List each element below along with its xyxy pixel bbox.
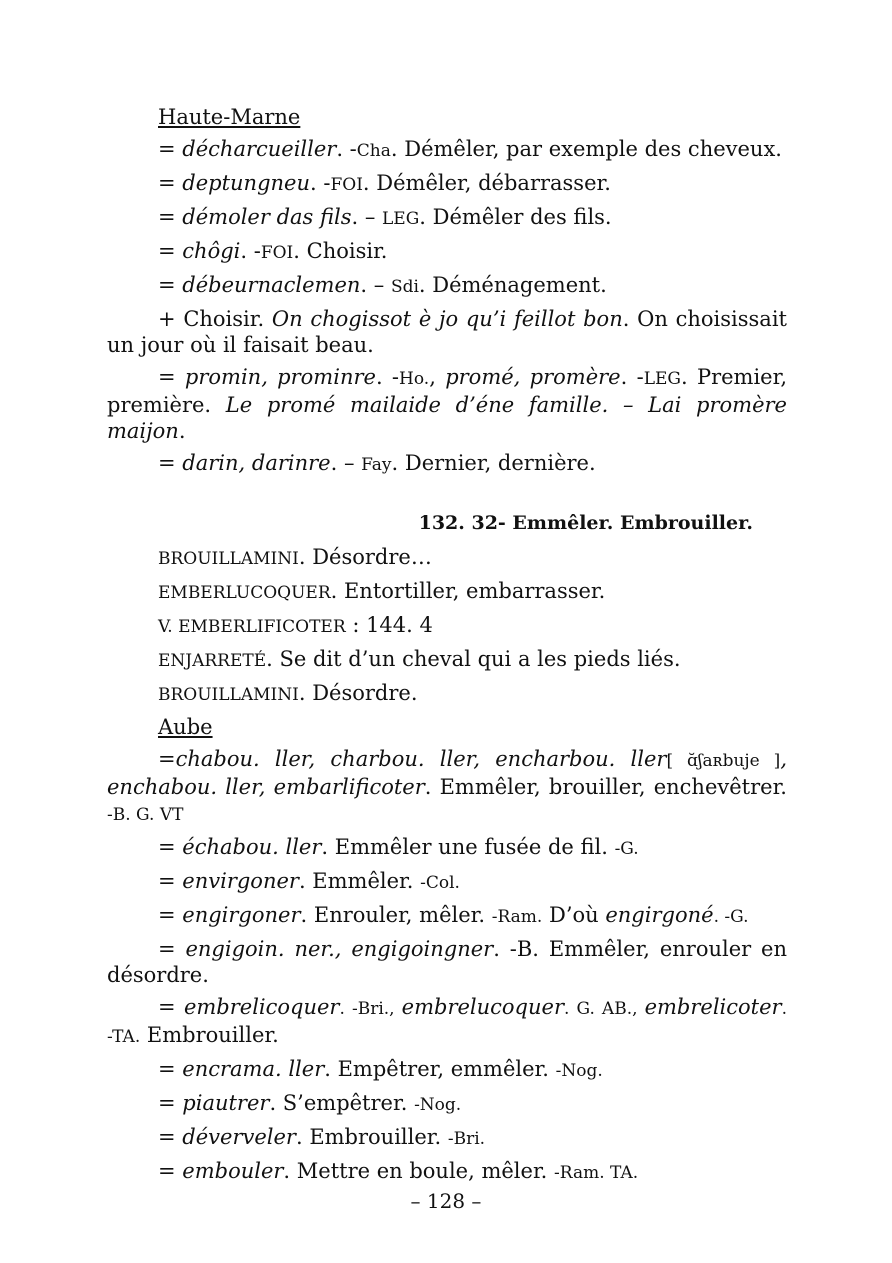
line-brouillamini-2: BROUILLAMINI. Désordre.	[158, 681, 418, 705]
entry-embouler: = embouler. Mettre en boule, mêler. -Ram. TA.	[158, 1159, 639, 1183]
entry-choisir: + Choisir. On chogissot è jo qu’i feillot bon. On choisissait un jour où il faisait beau.	[107, 307, 787, 357]
entry-demoler: = démoler das fils. – LEG. Démêler des fils.	[158, 205, 612, 229]
page-body	[107, 104, 787, 1192]
entry-darin: = darin, darinre. – Fay. Dernier, dernière.	[158, 451, 596, 475]
section-heading-aube: Aube	[158, 715, 213, 739]
entry-embrelicoquer: = embrelicoquer. -Bri., embrelucoquer. G. AB., embrelicoter. -TA. Embrouiller.	[107, 995, 787, 1047]
entry-envirgoner: = envirgoner. Emmêler. -Col.	[158, 869, 460, 893]
line-brouillamini-1: BROUILLAMINI. Désordre…	[158, 545, 432, 569]
entry-encramaller: = encrama. ller. Empêtrer, emmêler. -Nog.	[158, 1057, 603, 1081]
entry-debeurnaclemen: = débeurnaclemen. – Sdi. Déménagement.	[158, 273, 607, 297]
entry-deptungneu: = deptungneu. -FOI. Démêler, débarrasser.	[158, 171, 611, 195]
entry-chabou: =chabou. ller, charbou. ller, encharbou. ller[ ɑ̆ʃaʀbuje ], enchabou. ller, embarlificoter. Emmêler, brouiller, enchevêtrer. -B. G. VT	[107, 747, 788, 825]
page-number: – 128 –	[410, 1189, 482, 1213]
entry-chogi: = chôgi. -FOI. Choisir.	[158, 239, 388, 263]
entry-decharcueiller: = décharcueiller. -Cha. Démêler, par exemple des cheveux.	[158, 137, 782, 161]
line-enjarrete: ENJARRETÉ. Se dit d’un cheval qui a les pieds liés.	[158, 647, 681, 671]
section-heading-haute-marne: Haute-Marne	[158, 105, 301, 129]
line-emberlucoquer: EMBERLUCOQUER. Entortiller, embarrasser.	[158, 579, 606, 603]
line-emberlificoter: V. EMBERLIFICOTER : 144. 4	[158, 613, 433, 637]
entry-deverveler: = déverveler. Embrouiller. -Bri.	[158, 1125, 486, 1149]
section-title: 132. 32- Emmêler. Embrouiller.	[418, 512, 753, 534]
entry-engirgoner: = engirgoner. Enrouler, mêler. -Ram. D’où engirgoné. -G.	[158, 903, 749, 927]
entry-echabou: = échabou. ller. Emmêler une fusée de fil. -G.	[158, 835, 639, 859]
entry-engigoinner: = engigoin. ner., engigoingner. -B. Emmêler, enrouler en désordre.	[107, 937, 788, 987]
entry-promin: = promin, prominre. -Ho., promé, promère. -LEG. Premier, première. Le promé mailaide d’éne famille. – Lai promère maijon.	[107, 365, 788, 443]
entry-piautrer: = piautrer. S’empêtrer. -Nog.	[158, 1091, 462, 1115]
